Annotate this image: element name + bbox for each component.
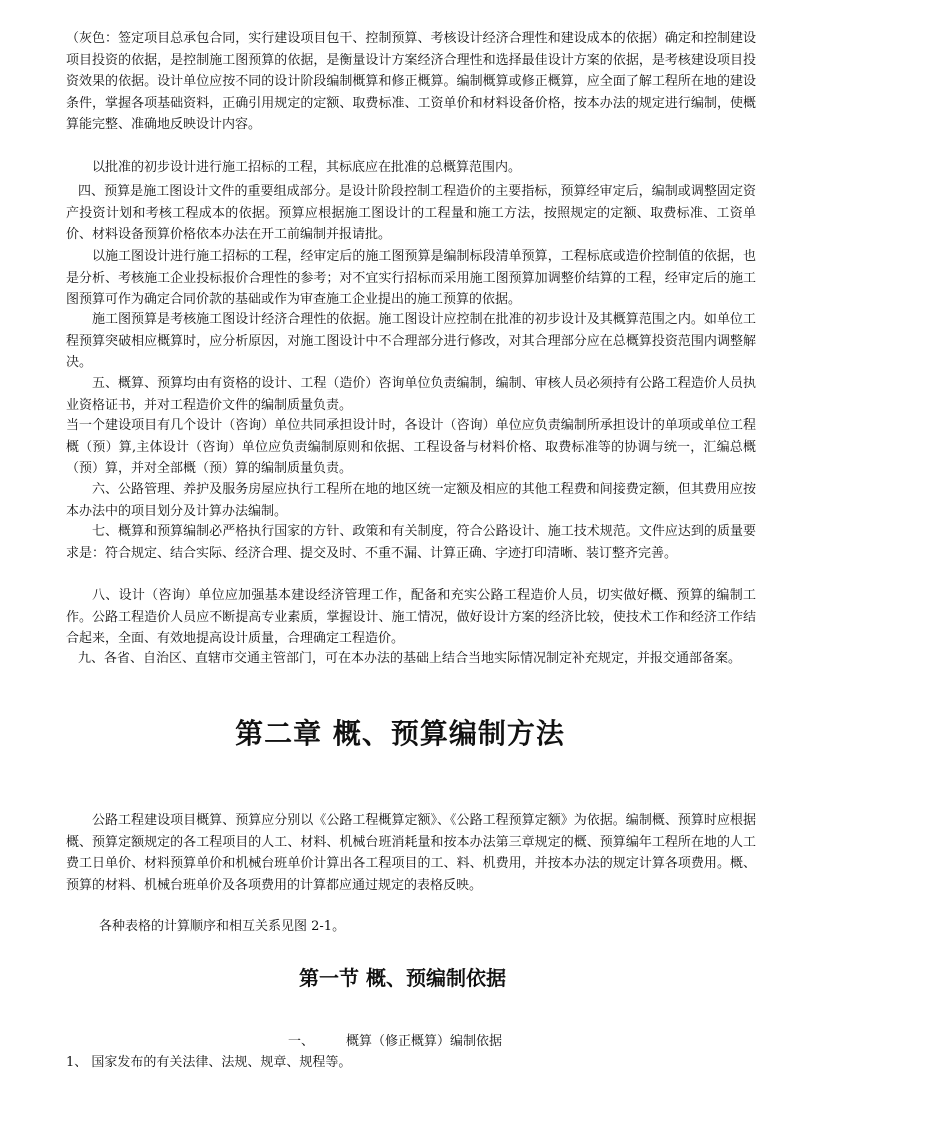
subsection-number: 一、 <box>288 1034 315 1049</box>
paragraph-item-four: 四、预算是施工图设计文件的重要组成部分。是设计阶段控制工程造价的主要指标，预算经审定后，编制或调整固定资产投资计划和考核工程成本的依据。预算应根据施工图设计的工程量和施工方法，按照规定的定额、取费标准、工资单价、材料设备预算价格依本办法在开工前编制并报请批。 <box>66 184 756 242</box>
paragraph-item-five: 五、概算、预算均由有资格的设计、工程（造价）咨询单位负责编制，编制、审核人员必须持有公路工程造价人员执业资格证书，并对工程造价文件的编制质量负责。 <box>66 376 756 413</box>
paragraph-table-order: 各种表格的计算顺序和相互关系见图 2-1。 <box>99 919 346 934</box>
paragraph-item-six: 六、公路管理、养护及服务房屋应执行工程所在地的地区统一定额及相应的其他工程费和间接费定额，但其费用应按本办法中的项目划分及计算办法编制。 <box>66 482 756 519</box>
paragraph-construction-drawing-tender: 以施工图设计进行施工招标的工程，经审定后的施工图预算是编制标段清单预算，工程标底或造价控制值的依据，也是分析、考核施工企业投标报价合理性的参考；对不宜实行招标而采用施工图预算加调整价结算的工程，经审定后的施工图预算可作为确定合同价款的基础或作为审查施工企业提出的施工预算的依据。 <box>66 249 756 307</box>
paragraph-multiple-designers: 当一个建设项目有几个设计（咨询）单位共同承担设计时，各设计（咨询）单位应负责编制所承担设计的单项或单位工程概（预）算,主体设计（咨询）单位应负责编制原则和依据、工程设备与材料价格、取费标准等的协调与统一，汇编总概（预）算，并对全部概（预）算的编制质量负责。 <box>66 418 756 476</box>
paragraph-chapter-intro: 公路工程建设项目概算、预算应分别以《公路工程概算定额》、《公路工程预算定额》为依据。编制概、预算时应根据概、预算定额规定的各工程项目的人工、材料、机械台班消耗量和按本办法第三章规定的概、预算编年工程所在地的人工费工日单价、材料预算单价和机械台班单价计算出各工程项目的工、料、机费用，并按本办法的规定计算各项费用。概、预算的材料、机械台班单价及各项费用的计算都应通过规定的表格反映。 <box>66 813 756 893</box>
list-item: 1、 国家发布的有关法律、法规、规章、规程等。 <box>66 1055 352 1070</box>
paragraph-tender-ceiling: 以批准的初步设计进行施工招标的工程，其标底应在批准的总概算范围内。 <box>92 160 522 175</box>
paragraph-construction-drawing-budget: 施工图预算是考核施工图设计经济合理性的依据。施工图设计应控制在批准的初步设计及其概算范围之内。如单位工程预算突破相应概算时，应分析原因，对施工图设计中不合理部分进行修改，对其合理部分应在总概算投资范围内调整解决。 <box>66 312 756 370</box>
subsection-title: 概算（修正概算）编制依据 <box>346 1034 503 1049</box>
chapter-title: 第二章 概、预算编制方法 <box>235 717 565 750</box>
paragraph-item-seven: 七、概算和预算编制必严格执行国家的方针、政策和有关制度，符合公路设计、施工技术规范。文件应达到的质量要求是：符合规定、结合实际、经济合理、提交及时、不重不漏、计算正确、字迹打印清晰、装订整齐完善。 <box>66 524 756 561</box>
paragraph-item-eight: 八、设计（咨询）单位应加强基本建设经济管理工作，配备和充实公路工程造价人员，切实做好概、预算的编制工作。公路工程造价人员应不断提高专业素质，掌握设计、施工情况，做好设计方案的经济比较，使技术工作和经济工作结合起来，全面、有效地提高设计质量，合理确定工程造价。 <box>66 588 756 646</box>
paragraph-item-nine: 九、各省、自治区、直辖市交通主管部门，可在本办法的基础上结合当地实际情况制定补充规定，并报交通部备案。 <box>78 651 742 666</box>
paragraph-budget-basis: （灰色：签定项目总承包合同，实行建设项目包干、控制预算、考核设计经济合理性和建设成本的依据）确定和控制建设项目投资的依据，是控制施工图预算的依据，是衡量设计方案经济合理性和选择最佳设计方案的依据，是考核建设项目投资效果的依据。设计单位应按不同的设计阶段编制概算和修正概算。编制概算或修正概算，应全面了解工程所在地的建设条件，掌握各项基础资料，正确引用规定的定额、取费标准、工资单价和材料设备价格，按本办法的规定进行编制，使概算能完整、准确地反映设计内容。 <box>66 31 756 132</box>
subsection-heading <box>288 1032 502 1052</box>
section-title: 第一节 概、预编制依据 <box>299 966 506 990</box>
